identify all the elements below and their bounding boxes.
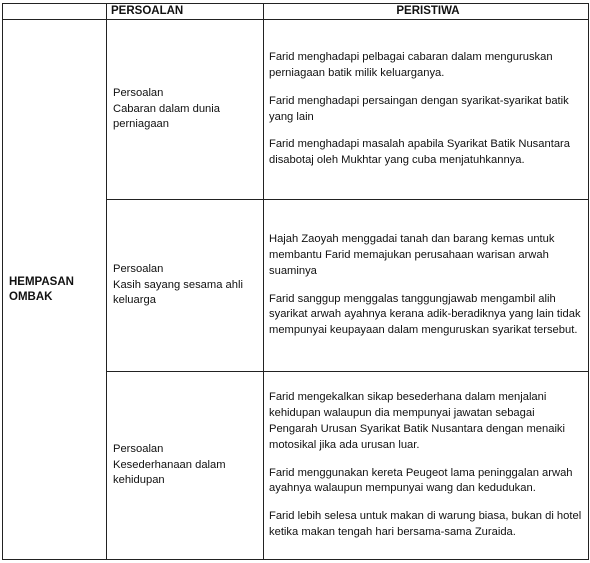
issue-line: Kasih sayang sesama ahli — [113, 278, 243, 291]
issue-cell — [107, 200, 264, 372]
issue-cell — [107, 372, 264, 560]
events-cell — [264, 200, 589, 372]
event-text: Farid menghadapi persaingan dengan syarikat-syarikat batik yang lain — [269, 94, 569, 123]
header-peristiwa: PERISTIWA — [264, 4, 589, 20]
event-text: Farid menghadapi masalah apabila Syarikat Batik Nusantara disabotaj oleh Mukhtar yang cuba menjatuhkannya. — [269, 138, 570, 167]
events-cell — [264, 372, 589, 560]
issue-line: Persoalan — [113, 86, 164, 99]
issue-cell — [107, 20, 264, 200]
issue-line: kehidupan — [113, 474, 165, 487]
topic-line: OMBAK — [9, 290, 53, 303]
header-persoalan: PERSOALAN — [107, 4, 264, 20]
issue-line: Cabaran dalam dunia — [113, 102, 220, 115]
event-text: Hajah Zaoyah menggadai tanah dan barang kemas untuk membantu Farid memajukan perusahaan warisan arwah suaminya — [269, 232, 555, 277]
topic-cell — [3, 20, 107, 560]
literature-table — [2, 3, 589, 560]
issue-line: Persoalan — [113, 262, 164, 275]
event-text: Farid sanggup menggalas tanggungjawab mengambil alih syarikat arwah ayahnya kerana adik-beradiknya yang lain tidak mempunyai keupayaan dalam menguruskan syarikat tersebut. — [269, 292, 581, 337]
header-blank — [3, 4, 107, 20]
header-row — [3, 4, 589, 20]
issue-line: Kesederhanaan dalam — [113, 458, 226, 471]
event-text: Farid lebih selesa untuk makan di warung biasa, bukan di hotel ketika makan tengah hari bersama-sama Zuraida. — [269, 510, 582, 539]
issue-line: Persoalan — [113, 442, 164, 455]
event-text: Farid menggunakan kereta Peugeot lama peninggalan arwah ayahnya walaupun mempunyai wang dan kedudukan. — [269, 466, 573, 495]
event-text: Farid mengekalkan sikap besederhana dalam menjalani kehidupan walaupun dia mempunyai jawatan sebagai Pengarah Urusan Syarikat Batik Nusantara dengan menaiki motosikal jika ada urusan luar. — [269, 390, 566, 451]
issue-line: perniagaan — [113, 118, 169, 131]
issue-line: keluarga — [113, 294, 156, 307]
events-cell — [264, 20, 589, 200]
table-row — [3, 20, 589, 200]
event-text: Farid menghadapi pelbagai cabaran dalam menguruskan perniagaan batik milik keluarganya. — [269, 50, 553, 79]
topic-line: HEMPASAN — [9, 276, 74, 289]
